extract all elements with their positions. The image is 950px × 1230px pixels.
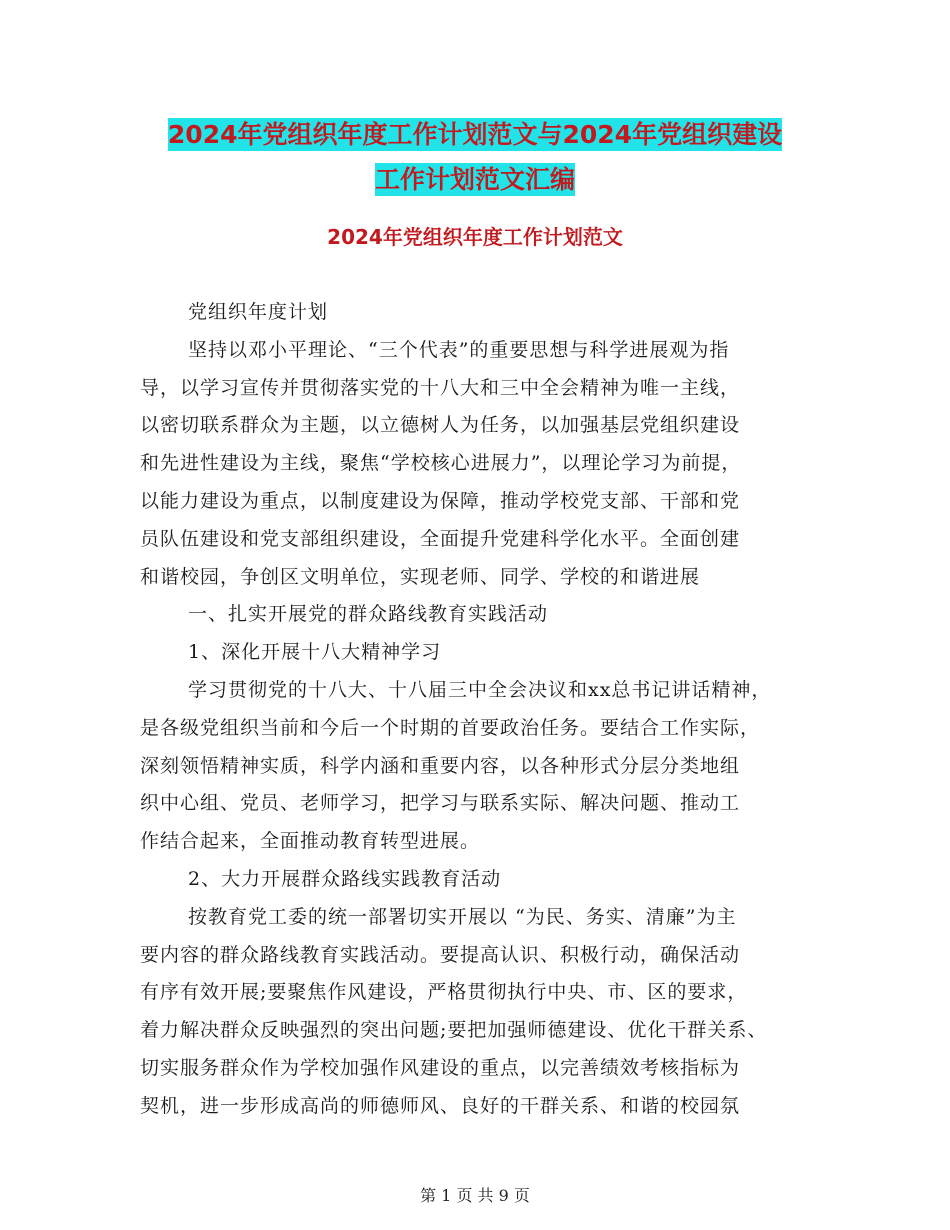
- paragraph-line: 和先进性建设为主线，聚焦“学校核心进展力”，以理论学习为前提，: [140, 452, 742, 475]
- paragraph-line: 导，以学习宣传并贯彻落实党的十八大和三中全会精神为唯一主线，: [140, 376, 741, 399]
- subsection-heading: 2、大力开展群众路线实践教育活动: [188, 867, 502, 890]
- page-number: 第 1 页 共 9 页: [420, 1186, 530, 1205]
- paragraph-line: 以密切联系群众为主题，以立德树人为任务，以加强基层党组织建设: [140, 414, 741, 437]
- paragraph-line: 契机，进一步形成高尚的师德师风、良好的干群关系、和谐的校园氛: [140, 1094, 741, 1117]
- body-text: [140, 294, 830, 1126]
- paragraph-line: 学习贯彻党的十八大、十八届三中全会决议和xx总书记讲话精神，: [188, 678, 772, 701]
- paragraph-line: 以能力建设为重点，以制度建设为保障，推动学校党支部、干部和党: [140, 489, 741, 512]
- paragraph-line: 着力解决群众反映强烈的突出问题;要把加强师德建设、优化干群关系、: [140, 1019, 768, 1042]
- document-title: [0, 112, 950, 202]
- paragraph-line: 是各级党组织当前和今后一个时期的首要政治任务。要结合工作实际，: [140, 716, 761, 739]
- paragraph-line: 要内容的群众路线教育实践活动。要提高认识、积极行动，确保活动: [140, 943, 741, 966]
- paragraph-line: 坚持以邓小平理论、“三个代表”的重要思想与科学进展观为指: [188, 338, 730, 361]
- section-heading: 一、扎实开展党的群众路线教育实践活动: [188, 603, 549, 626]
- paragraph-line: 深刻领悟精神实质，科学内涵和重要内容，以各种形式分层分类地组: [140, 754, 741, 777]
- paragraph-line: 按教育党工委的统一部署切实开展以 “为民、务实、清廉”为主: [188, 905, 737, 928]
- paragraph-line: 和谐校园，争创区文明单位，实现老师、同学、学校的和谐进展: [140, 565, 701, 588]
- title-line-2: 工作计划范文汇编: [374, 165, 575, 194]
- paragraph-line: 有序有效开展;要聚焦作风建设，严格贯彻执行中央、市、区的要求，: [140, 981, 748, 1004]
- paragraph-heading: 党组织年度计划: [188, 301, 329, 323]
- paragraph-line: 作结合起来，全面推动教育转型进展。: [140, 830, 481, 853]
- subsection-heading: 1、深化开展十八大精神学习: [188, 641, 442, 664]
- title-line-1: 2024年党组织年度工作计划范文与2024年党组织建设: [167, 120, 783, 149]
- paragraph-line: 织中心组、党员、老师学习，把学习与联系实际、解决问题、推动工: [140, 792, 741, 815]
- paragraph-line: 员队伍建设和党支部组织建设，全面提升党建科学化水平。全面创建: [140, 527, 741, 550]
- section-title: 2024年党组织年度工作计划范文: [327, 225, 623, 249]
- paragraph-line: 切实服务群众作为学校加强作风建设的重点，以完善绩效考核指标为: [140, 1056, 741, 1079]
